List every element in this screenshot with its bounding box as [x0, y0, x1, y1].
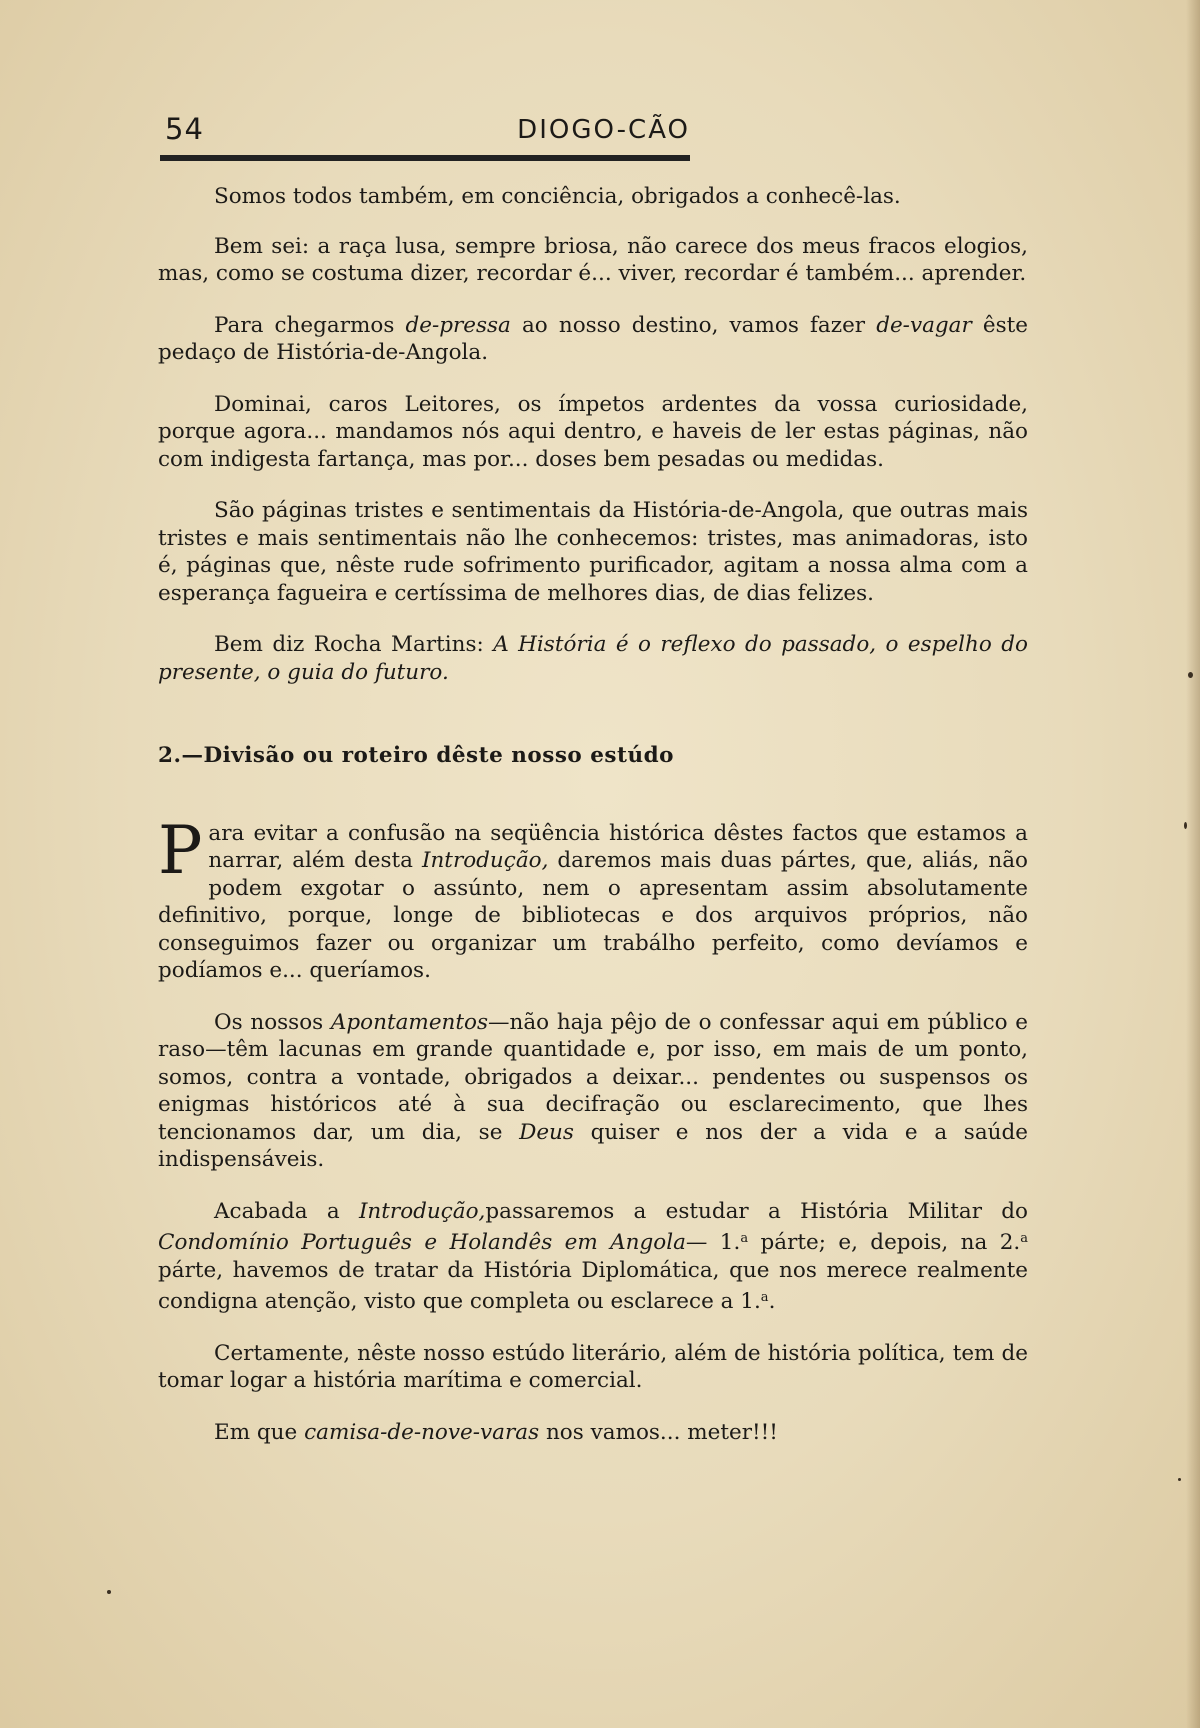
paragraph-text: Bem sei: a raça lusa, sempre briosa, não carece dos meus fracos elogios, mas, como se costuma dizer, recordar é... viver, recordar é também... aprender.	[158, 233, 1028, 286]
paragraph-3	[158, 312, 1028, 367]
paragraph-text: párte; e, depois, na 2.	[748, 1230, 1021, 1255]
paragraph-text: daremos mais duas pártes, que, aliás, não podem exgotar o assúnto, nem o apresentam assim absolutamente definitivo, porque, longe de bibliotecas e dos arquivos próprios, não conseguimos fazer ou organizar um trabálho perfeito, como devíamos e podíamos e... queríamos.	[158, 848, 1028, 983]
italic-term: Introdução,	[358, 1198, 486, 1224]
drop-cap: P	[158, 811, 203, 889]
paragraph-text: .	[768, 1289, 776, 1314]
paragraph-text: Em que	[214, 1419, 305, 1445]
paragraph-text: nos vamos... meter!!!	[539, 1419, 778, 1445]
paragraph-text: Bem diz Rocha Martins:	[214, 632, 494, 657]
section-paragraph-4	[158, 1340, 1028, 1395]
paper-speck	[107, 1590, 111, 1594]
paragraph-text: São páginas tristes e sentimentais da História-de-Angola, que outras mais tristes e mais sentimentais não lhe conhecemos: tristes, mas animadoras, isto é, páginas que, nêste rude sofrimento purificador, agitam a nossa alma com a esperança fagueira e certíssima de melhores dias, de dias felizes.	[158, 498, 1028, 606]
paragraph-2	[158, 233, 1028, 288]
paragraph-text: Acabada a	[214, 1198, 359, 1224]
page-number: 54	[165, 112, 204, 146]
quotation: A História é o reflexo do passado, o espelho do presente, o guia do futuro.	[158, 632, 1028, 685]
paragraph-text: passaremos a estudar a História Militar do	[485, 1198, 1028, 1224]
italic-term: Condomínio Português e Holandês em Angola	[158, 1230, 686, 1255]
section-paragraph-3	[158, 1198, 1028, 1316]
section-paragraph-1	[158, 811, 1028, 985]
paragraph-text: quiser e nos der a vida e a saúde indispensáveis.	[158, 1119, 1028, 1172]
paragraph-text: Dominai, caros Leitores, os ímpetos ardentes da vossa curiosidade, porque agora... mandamos nós aqui dentro, e haveis de ler estas páginas, não com indigesta fartança, mas por... doses bem pesadas ou medidas.	[158, 391, 1028, 472]
paragraph-text: párte, havemos de tratar da História Diplomática, que nos merece realmente condigna atenção, visto que completa ou esclarece a 1.	[158, 1257, 1028, 1314]
italic-term: Apontamentos	[330, 1009, 489, 1035]
section-heading: 2.—Divisão ou roteiro dêste nosso estúdo	[158, 743, 674, 768]
paragraph-5	[158, 497, 1028, 607]
paper-speck	[1184, 822, 1187, 829]
section-paragraph-5	[158, 1419, 1028, 1447]
paper-speck	[1178, 1478, 1181, 1481]
italic-term: Deus	[519, 1119, 574, 1145]
paragraph-text: ao nosso destino, vamos fazer	[510, 312, 877, 338]
ordinal-marker: a	[1020, 1231, 1028, 1246]
italic-term: de-pressa	[405, 312, 511, 338]
ordinal-marker: a	[740, 1231, 749, 1246]
header-rule	[160, 155, 690, 161]
page-edge-shadow	[1186, 0, 1200, 1728]
italic-term: de-vagar	[876, 312, 972, 338]
paragraph-6	[158, 631, 1028, 686]
running-title: DIOGO-CÃO	[517, 115, 690, 145]
paragraph-1	[158, 183, 1028, 211]
paper-speck	[1188, 672, 1193, 678]
paragraph-text: — 1.	[685, 1230, 741, 1255]
ordinal-marker: a	[760, 1290, 769, 1305]
paragraph-text: Os nossos	[214, 1009, 331, 1035]
paragraph-text: Certamente, nêste nosso estúdo literário, além de história política, tem de tomar logar a história marítima e comercial.	[158, 1340, 1028, 1393]
page-header	[160, 112, 690, 156]
paragraph-text: êste pedaço de História-de-Angola.	[158, 312, 1028, 365]
paragraph-text: ara evitar a confusão na seqüência histórica dêstes factos que estamos a narrar, além desta	[208, 820, 1028, 873]
paragraph-4	[158, 391, 1028, 474]
paragraph-text: Somos todos também, em conciência, obrigados a conhecê-las.	[214, 184, 901, 209]
paragraph-text: Para chegarmos	[214, 312, 406, 338]
italic-term: Introdução,	[421, 848, 549, 873]
page-body	[158, 183, 1028, 1470]
paragraph-text: —não haja pêjo de o confessar aqui em público e raso—têm lacunas em grande quantidade e, por isso, em mais de um ponto, somos, contra a vontade, obrigados a deixar... pendentes ou suspensos os enigmas históricos até à sua decifração ou esclarecimento, que lhes tencionamos dar, um dia, se	[158, 1009, 1028, 1145]
section-paragraph-2	[158, 1009, 1028, 1174]
italic-term: camisa-de-nove-varas	[304, 1419, 540, 1445]
